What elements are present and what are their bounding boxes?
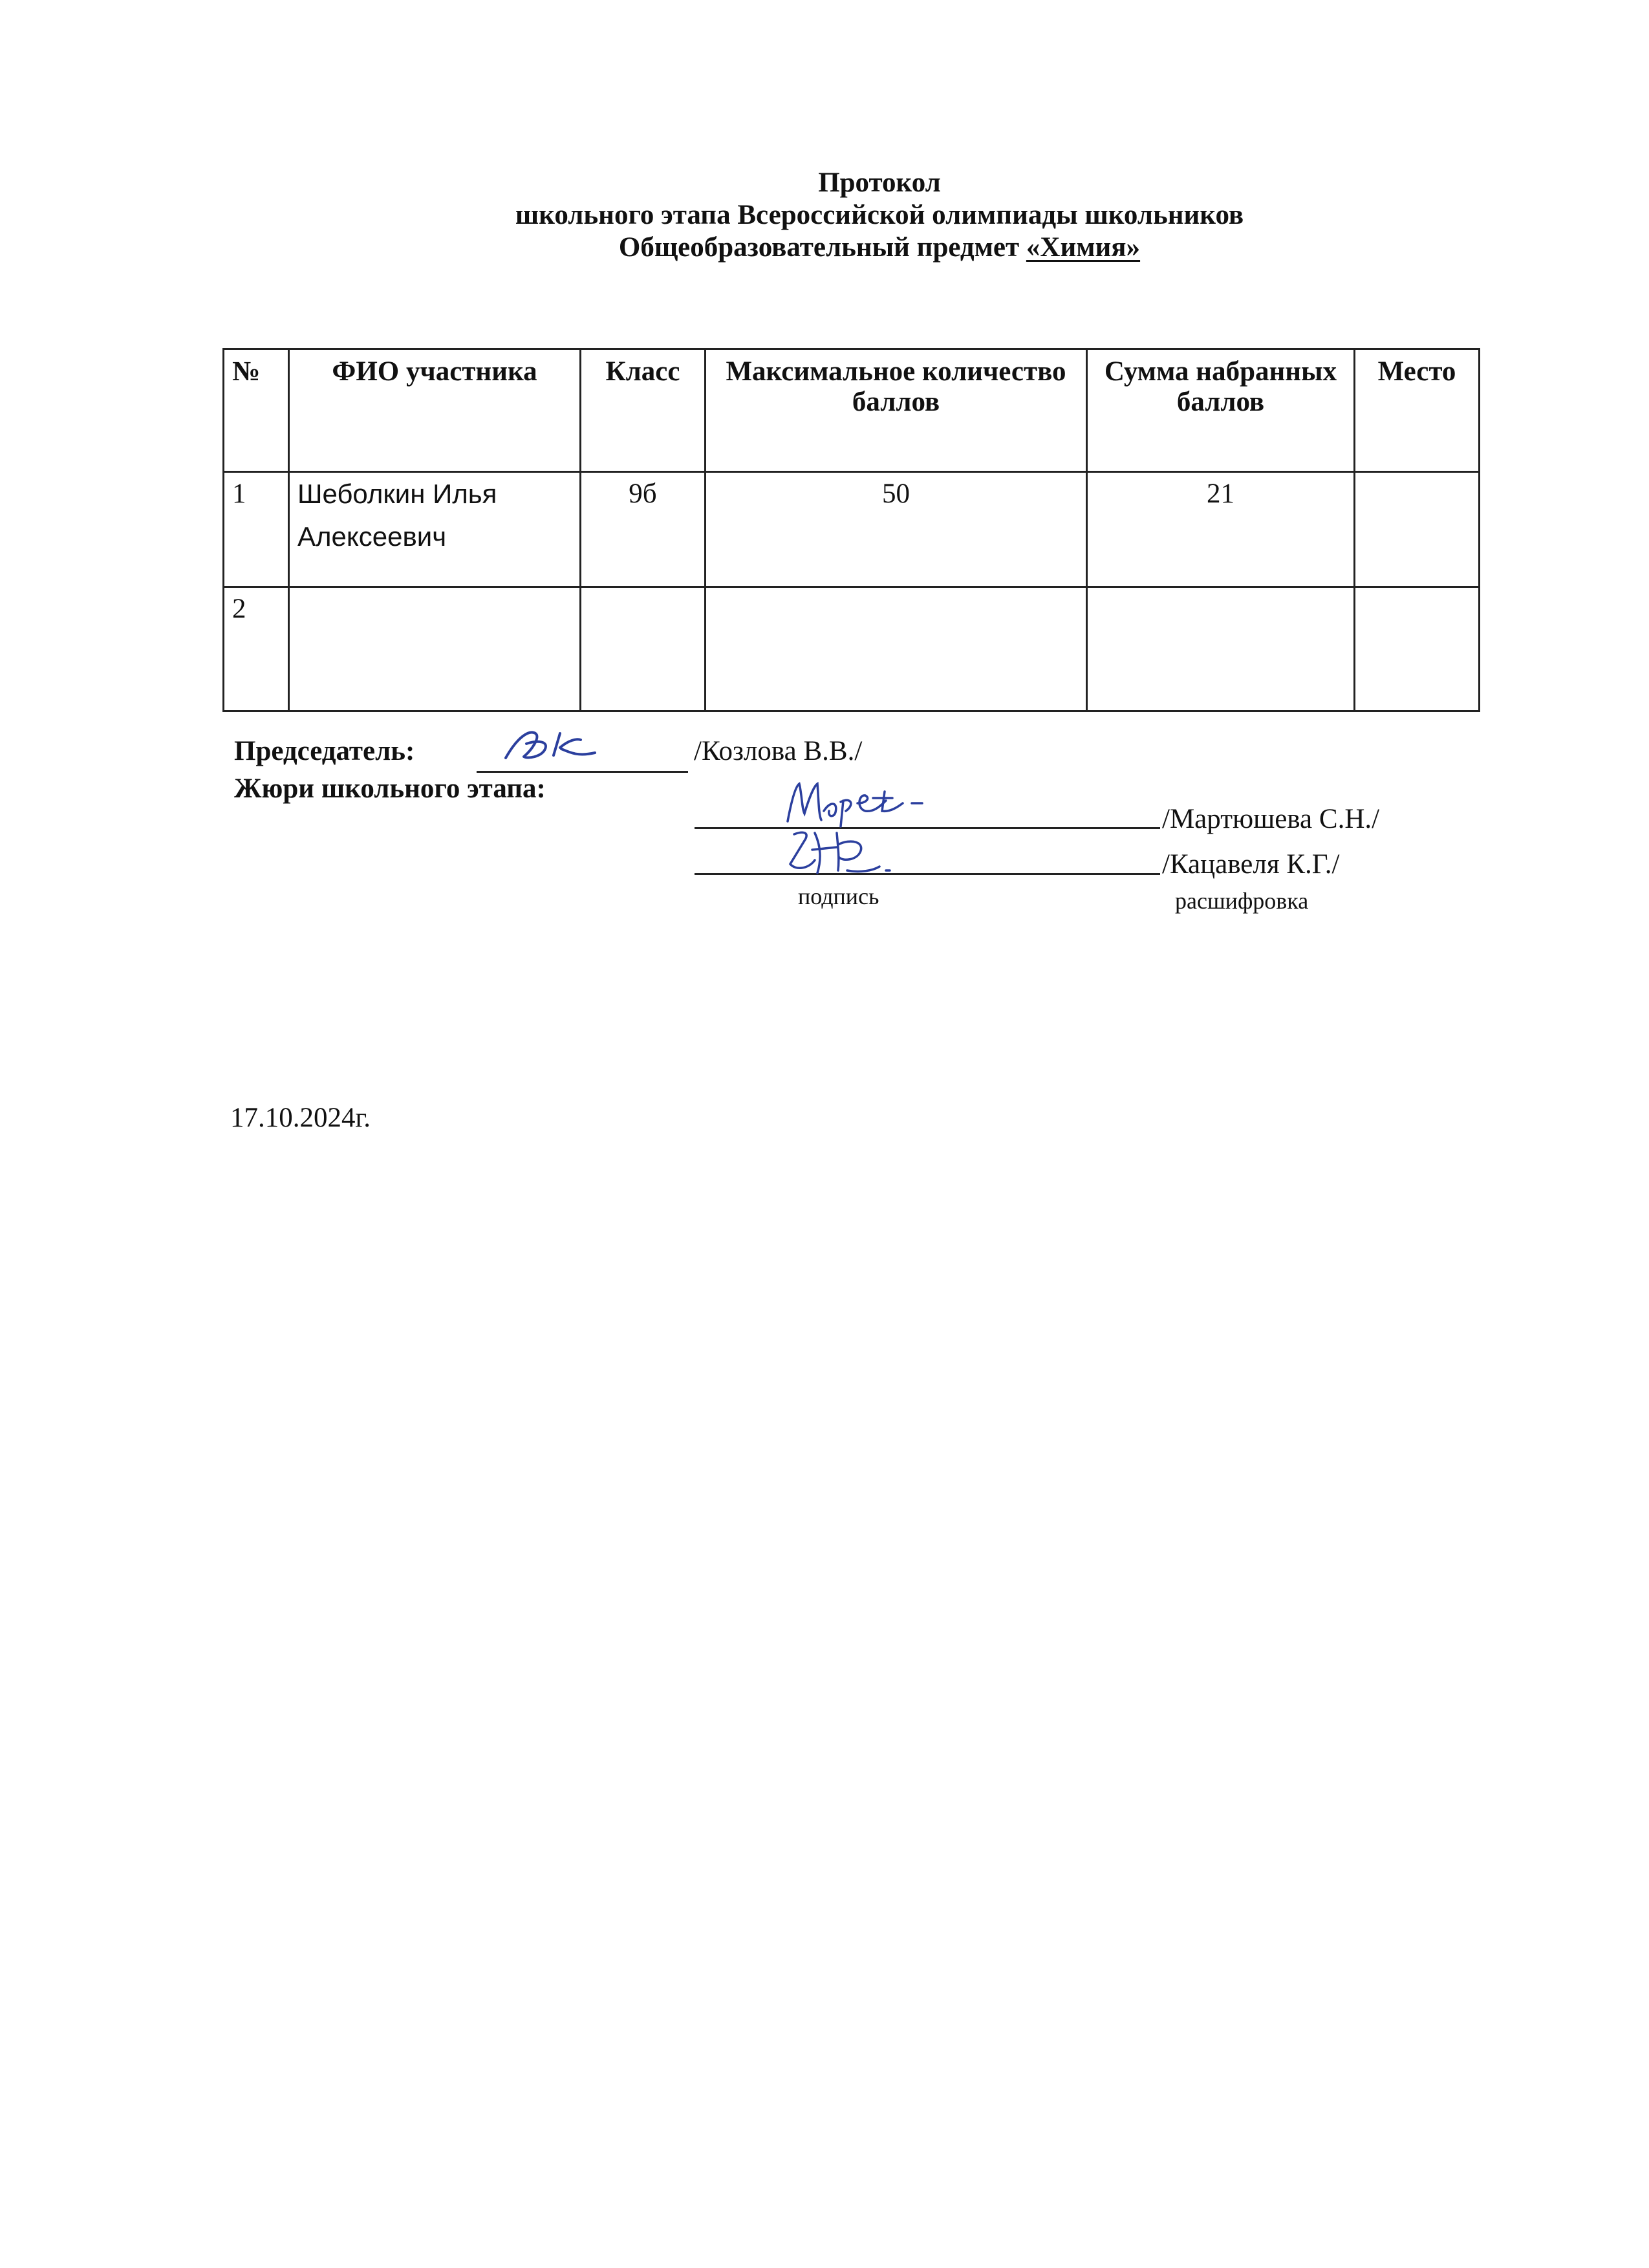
cell-class: 9б <box>581 472 706 587</box>
cell-name: Шеболкин Илья Алексеевич <box>289 472 581 587</box>
col-header-number: № <box>224 349 289 472</box>
jury2-name: /Кацавеля К.Г./ <box>1162 849 1340 880</box>
title-line-2: школьного этапа Всероссийской олимпиады школьников <box>515 200 1244 230</box>
table-row <box>224 472 1480 587</box>
chair-label: Председатель: <box>234 736 415 766</box>
cell-number: 2 <box>224 587 289 711</box>
jury1-name: /Мартюшева С.Н./ <box>1162 804 1380 834</box>
document-date: 17.10.2024г. <box>230 1103 371 1133</box>
caption-signature: подпись <box>798 883 879 909</box>
chair-name: /Козлова В.В./ <box>694 736 863 766</box>
caption-decoding: расшифровка <box>1175 888 1309 914</box>
table-row <box>224 587 1480 711</box>
cell-max <box>706 587 1087 711</box>
cell-number: 1 <box>224 472 289 587</box>
cell-score <box>1087 587 1355 711</box>
title-line-1: Протокол <box>818 167 941 198</box>
chair-signature <box>498 724 608 770</box>
col-header-class: Класс <box>581 349 706 472</box>
col-header-place: Место <box>1355 349 1480 472</box>
jury2-signature <box>776 821 931 883</box>
subject-name: «Химия» <box>1026 232 1141 263</box>
results-table <box>222 348 1480 712</box>
cell-place <box>1355 472 1480 587</box>
cell-score: 21 <box>1087 472 1355 587</box>
subject-prefix: Общеобразовательный предмет <box>618 232 1026 263</box>
title-line-3 <box>0 232 1649 264</box>
col-header-score: Сумма набранных баллов <box>1087 349 1355 472</box>
cell-class <box>581 587 706 711</box>
cell-max: 50 <box>706 472 1087 587</box>
jury-label: Жюри школьного этапа: <box>234 773 546 804</box>
cell-name <box>289 587 581 711</box>
col-header-name: ФИО участника <box>289 349 581 472</box>
cell-place <box>1355 587 1480 711</box>
document-title <box>0 167 1649 264</box>
col-header-max: Максимальное количество баллов <box>706 349 1087 472</box>
table-header-row <box>224 349 1480 472</box>
